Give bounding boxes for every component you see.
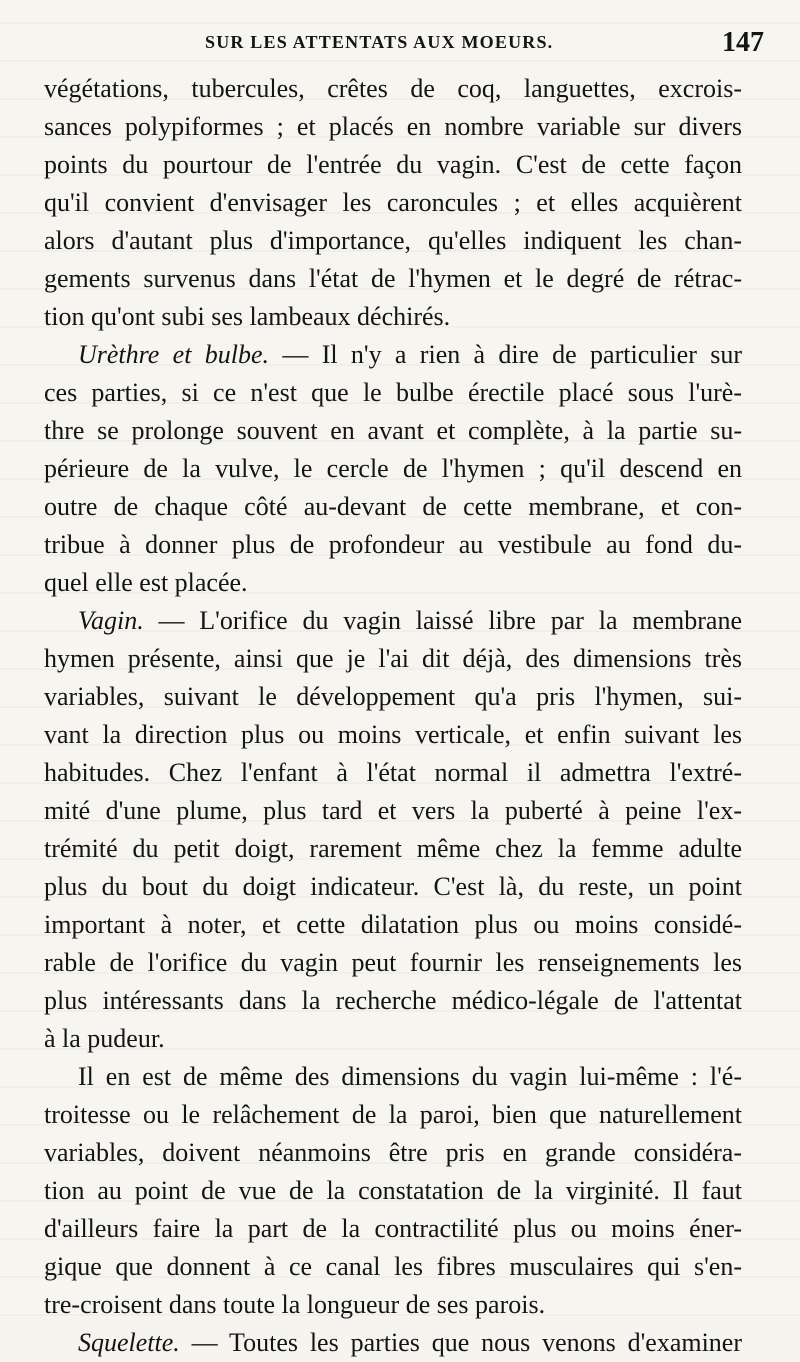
running-header [0, 27, 800, 66]
text-line: habitudes. Chez l'enfant à l'état normal il admettra l'extré- [44, 758, 742, 787]
text-line: à la pudeur. [44, 1024, 165, 1053]
running-title: SUR LES ATTENTATS AUX MOEURS. [205, 32, 554, 52]
text-line: d'ailleurs faire la part de la contractilité plus ou moins éner- [44, 1214, 742, 1243]
text-line: rable de l'orifice du vagin peut fournir les renseignements les [44, 948, 742, 977]
text-line: plus intéressants dans la recherche médico-légale de l'attentat [44, 986, 742, 1015]
text-line: plus du bout du doigt indicateur. C'est là, du reste, un point [44, 872, 742, 901]
text-line: végétations, tubercules, crêtes de coq, languettes, excrois- [44, 74, 742, 103]
text-line: ces parties, si ce n'est que le bulbe érectile placé sous l'urè- [44, 378, 742, 407]
text-line: trémité du petit doigt, rarement même chez la femme adulte [44, 834, 742, 863]
section-lead: Squelette. [78, 1328, 180, 1357]
section-text: — L'orifice du vagin laissé libre par la membrane [143, 606, 742, 635]
text-line: thre se prolonge souvent en avant et complète, à la partie su- [44, 416, 742, 445]
text-line: outre de chaque côté au-devant de cette membrane, et con- [44, 492, 742, 521]
section-text: — Toutes les parties que nous venons d'examiner [179, 1328, 742, 1357]
text-line: important à noter, et cette dilatation plus ou moins considé- [44, 910, 742, 939]
text-line: variables, doivent néanmoins être pris en grande considéra- [44, 1138, 742, 1167]
section-text: — Il n'y a rien à dire de particulier sur [269, 340, 742, 369]
text-line-section-heading [44, 602, 742, 640]
text-line: tre-croisent dans toute la longueur de ses parois. [44, 1290, 546, 1319]
text-line: périeure de la vulve, le cercle de l'hymen ; qu'il descend en [44, 454, 742, 483]
section-lead: Urèthre et bulbe. [78, 340, 270, 369]
text-line: variables, suivant le développement qu'a pris l'hymen, sui- [44, 682, 742, 711]
text-line: qu'il convient d'envisager les caroncules ; et elles acquièrent [44, 188, 742, 217]
text-line: tion au point de vue de la constatation de la virginité. Il faut [44, 1176, 742, 1205]
text-line: alors d'autant plus d'importance, qu'elles indiquent les chan- [44, 226, 742, 255]
text-line: troitesse ou le relâchement de la paroi, bien que naturellement [44, 1100, 742, 1129]
text-line-section-heading [44, 1324, 742, 1362]
text-line: gique que donnent à ce canal les fibres musculaires qui s'en- [44, 1252, 742, 1281]
text-line: hymen présente, ainsi que je l'ai dit déjà, des dimensions très [44, 644, 742, 673]
text-line-section-heading [44, 336, 742, 374]
text-line: tion qu'ont subi ses lambeaux déchirés. [44, 302, 451, 331]
text-line: quel elle est placée. [44, 568, 248, 597]
text-line: sances polypiformes ; et placés en nombre variable sur divers [44, 112, 742, 141]
text-line: tribue à donner plus de profondeur au vestibule au fond du- [44, 530, 742, 559]
body-text [44, 70, 742, 1362]
text-line: vant la direction plus ou moins verticale, et enfin suivant les [44, 720, 742, 749]
page-number: 147 [722, 27, 764, 58]
text-line: points du pourtour de l'entrée du vagin. C'est de cette façon [44, 150, 742, 179]
text-line: Il en est de même des dimensions du vagin lui-même : l'é- [78, 1062, 742, 1091]
section-lead: Vagin. [78, 606, 144, 635]
text-line: gements survenus dans l'état de l'hymen et le degré de rétrac- [44, 264, 742, 293]
text-line: mité d'une plume, plus tard et vers la puberté à peine l'ex- [44, 796, 742, 825]
